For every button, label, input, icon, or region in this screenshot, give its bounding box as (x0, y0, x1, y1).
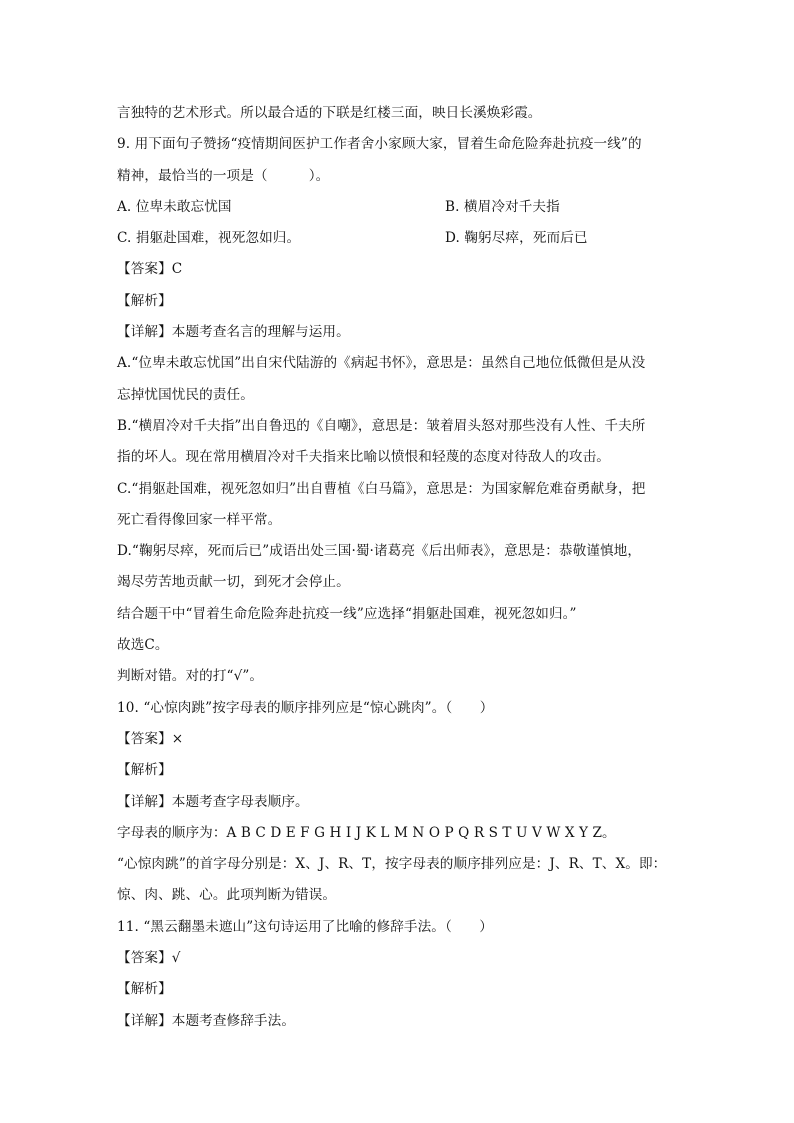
question-11-answer: 【答案】√ (117, 950, 181, 967)
question-9-detail: 【详解】本题考查名言的理解与运用。 (117, 324, 350, 341)
option-d: D. 鞠躬尽瘁，死而后已 (445, 230, 588, 247)
question-10-explanation-3: 惊、肉、跳、心。此项判断为错误。 (117, 887, 337, 904)
question-9-conclusion: 结合题干中“冒着生命危险奔赴抗疫一线”应选择“捐躯赴国难，视死忽如归。” (117, 605, 577, 622)
explanation-d-line-1: D.“鞠躬尽瘁，死而后已”成语出处三国·蜀·诸葛亮《后出师表》，意思是：恭敬谨慎地， (117, 543, 642, 560)
question-9-choice: 故选C。 (117, 637, 169, 654)
explanation-d-line-2: 竭尽劳苦地贡献一切，到死才会停止。 (117, 574, 350, 591)
explanation-a-line-2: 忘掉忧国忧民的责任。 (117, 386, 254, 403)
explanation-a-line-1: A.“位卑未敢忘忧国”出自宋代陆游的《病起书怀》，意思是：虽然自己地位低微但是从没 (117, 355, 646, 372)
option-a: A. 位卑未敢忘忧国 (117, 198, 232, 215)
question-9-stem: 9. 用下面句子赞扬“疫情期间医护工作者舍小家顾大家，冒着生命危险奔赴抗疫一线”的 (117, 136, 642, 153)
question-10-explanation-1: 字母表的顺序为：A B C D E F G H I J K L M N O P Q R S T U V W X Y Z。 (117, 824, 616, 841)
document-page (117, 101, 679, 1040)
options-row-2 (117, 226, 679, 257)
question-10-detail: 【详解】本题考查字母表顺序。 (117, 793, 309, 810)
option-c: C. 捐躯赴国难，视死忽如归。 (117, 230, 301, 247)
explanation-c-line-2: 死亡看得像回家一样平常。 (117, 511, 282, 528)
true-false-instruction: 判断对错。对的打“√”。 (117, 668, 264, 685)
question-10-stem: 10. “心惊肉跳”按字母表的顺序排列应是“惊心跳肉”。（ ） (117, 699, 494, 716)
question-11-stem: 11. “黑云翻墨未遮山”这句诗运用了比喻的修辞手法。（ ） (117, 918, 493, 935)
options-row-1 (117, 195, 679, 226)
explanation-c-line-1: C.“捐躯赴国难，视死忽如归”出自曹植《白马篇》，意思是：为国家解危难奋勇献身，把 (117, 480, 646, 497)
question-9-stem-cont: 精神，最恰当的一项是（ ）。 (117, 167, 330, 184)
question-10-answer: 【答案】× (117, 730, 184, 747)
explanation-b-line-1: B.“横眉冷对千夫指”出自鲁迅的《自嘲》，意思是：皱着眉头怒对那些没有人性、千夫所 (117, 417, 646, 434)
question-11-detail: 【详解】本题考查修辞手法。 (117, 1012, 296, 1029)
text-line-continuation: 言独特的艺术形式。所以最合适的下联是红楼三面，映日长溪焕彩霞。 (117, 105, 542, 121)
question-10-explanation-2: “心惊肉跳”的首字母分别是：X、J、R、T，按字母表的顺序排列应是：J、R、T、X。即： (117, 856, 667, 873)
option-b: B. 横眉冷对千夫指 (445, 198, 560, 215)
question-9-answer: 【答案】C (117, 261, 183, 278)
question-10-analysis-heading: 【解析】 (117, 762, 172, 779)
question-11-analysis-heading: 【解析】 (117, 981, 172, 998)
question-9-analysis-heading: 【解析】 (117, 292, 172, 309)
explanation-b-line-2: 指的坏人。现在常用横眉冷对千夫指来比喻以愤恨和轻蔑的态度对待敌人的攻击。 (117, 449, 610, 466)
